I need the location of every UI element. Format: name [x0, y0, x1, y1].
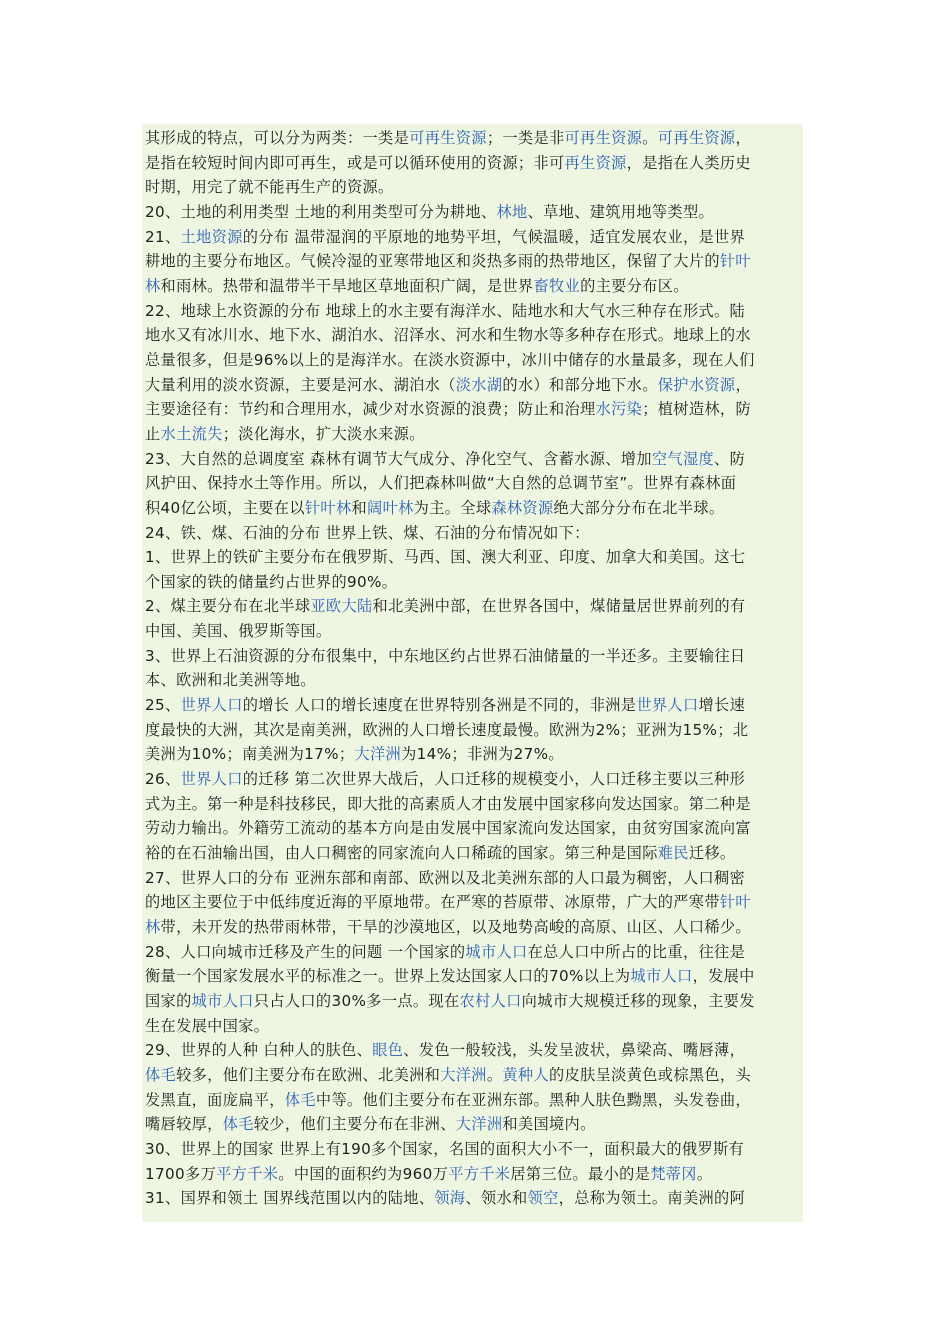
text-segment: 衡量一个国家发展水平的标准之一。世界上发达国家人口的70%以上为 [145, 967, 631, 986]
text-line [145, 545, 805, 570]
keyword-link[interactable]: 畜牧业 [533, 276, 581, 295]
text-segment: 个国家的铁的储量约占世界的90%。 [145, 572, 398, 591]
keyword-link[interactable]: 城市人口 [465, 942, 528, 961]
text-segment: ；一类是非 [486, 129, 565, 147]
text-line [145, 496, 805, 521]
keyword-link[interactable]: 可再生资源 [657, 129, 736, 147]
keyword-link[interactable]: 黄种人 [502, 1065, 550, 1084]
keyword-link[interactable]: 城市人口 [191, 991, 254, 1010]
text-line [145, 668, 805, 693]
text-segment: ， [735, 129, 751, 147]
text-segment: 、发色一般较浅，头发呈波状，鼻梁高、嘴唇薄， [403, 1041, 746, 1060]
text-segment: 其形成的特点，可以分为两类：一类是 [145, 129, 410, 147]
text-segment: 27、世界人口的分布 亚洲东部和南部、欧洲以及北美洲东部的人口最为稠密，人口稠密 [145, 868, 746, 887]
text-segment: 为主。全球 [413, 498, 492, 517]
text-line [145, 225, 805, 250]
text-segment: 大量利用的淡水资源，主要是河水、湖泊水（ [145, 375, 456, 394]
text-segment: 在总人口中所占的比重，往往是 [527, 942, 746, 961]
text-segment: 发黑直，面庞扁平， [145, 1090, 285, 1109]
keyword-link[interactable]: 可再生资源 [564, 129, 643, 147]
keyword-link[interactable]: 世界人口 [180, 770, 243, 789]
text-segment: 耕地的主要分布地区。气候冷湿的亚寒带地区和炎热多雨的热带地区，保留了大片的 [145, 252, 720, 271]
text-segment: 只占人口的30%多一点。现在 [253, 991, 460, 1010]
text-segment: 、防 [714, 449, 746, 468]
keyword-link[interactable]: 空气湿度 [651, 449, 715, 468]
text-line [145, 940, 805, 965]
document-body [145, 126, 805, 1211]
text-segment: 、草地、建筑用地等类型。 [527, 202, 715, 221]
text-line [145, 915, 805, 940]
keyword-link[interactable]: 体毛 [284, 1090, 316, 1109]
text-segment: 和雨林。热带和温带半干旱地区草地面积广阔，是世界 [160, 276, 534, 295]
keyword-link[interactable]: 再生资源 [564, 153, 627, 172]
text-line [145, 890, 805, 915]
text-line [145, 816, 805, 841]
text-line [145, 471, 805, 496]
text-segment: 本、欧洲和北美洲等地。 [145, 671, 316, 690]
text-line [145, 422, 805, 447]
text-line [145, 447, 805, 472]
keyword-link[interactable]: 保护水资源 [657, 375, 736, 394]
text-segment: ；淡化海水，扩大淡水来源。 [222, 424, 425, 443]
text-line [145, 249, 805, 274]
text-segment: 的皮肤呈淡黄色或棕黑色，头 [549, 1065, 752, 1084]
text-line [145, 151, 805, 176]
text-segment: ， [735, 375, 751, 394]
text-segment: ，发展中 [692, 967, 755, 986]
text-segment: 式为主。第一种是科技移民，即大批的高素质人才由发展中国家移向发达国家。第二种是 [145, 794, 751, 813]
keyword-link[interactable]: 体毛 [222, 1115, 254, 1134]
keyword-link[interactable]: 水污染 [595, 400, 643, 419]
keyword-link[interactable]: 林 [145, 918, 161, 936]
text-line [145, 175, 805, 200]
text-segment: 止 [145, 424, 161, 443]
text-segment: 30、世界上的国家 世界上有190多个国家，名国的面积大小不一，面积最大的俄罗斯有 [145, 1139, 745, 1158]
keyword-link[interactable]: 难民 [657, 844, 689, 863]
text-segment: 23、大自然的总调度室 森林有调节大气成分、净化空气、含蓄水源、增加 [145, 449, 652, 468]
text-segment: 居第三位。最小的是 [510, 1164, 651, 1183]
text-line [145, 1162, 805, 1187]
text-line [145, 989, 805, 1014]
text-segment: 26、 [145, 770, 181, 789]
text-segment: 22、地球上水资源的分布 地球上的水主要有海洋水、陆地水和大气水三种存在形式。陆 [145, 301, 746, 320]
text-line [145, 348, 805, 373]
text-line [145, 718, 805, 743]
text-segment: 为14%；非洲为27%。 [401, 745, 564, 764]
text-line [145, 570, 805, 595]
text-segment: 中等。他们主要分布在亚洲东部。黑种人肤色黝黑，头发卷曲， [315, 1090, 751, 1109]
text-line [145, 1063, 805, 1088]
text-segment: 。中国的面积约为960万 [278, 1164, 449, 1183]
text-line [145, 323, 805, 348]
text-segment: 生在发展中国家。 [145, 1016, 270, 1035]
keyword-link[interactable]: 森林资源 [491, 498, 554, 517]
text-segment: 地水又有冰川水、地下水、湖泊水、沼泽水、河水和生物水等多种存在形式。地球上的水 [145, 326, 751, 345]
text-line [145, 792, 805, 817]
text-segment: 迁移。 [688, 844, 736, 863]
text-segment: 31、国界和领土 国界线范围以内的陆地、 [145, 1189, 435, 1208]
text-segment: 和美国境内。 [502, 1115, 596, 1134]
text-segment: 的水）和部分地下水。 [502, 375, 658, 394]
text-line [145, 1088, 805, 1113]
text-line [145, 373, 805, 398]
text-line [145, 693, 805, 718]
text-segment: 增长速 [698, 696, 746, 715]
keyword-link[interactable]: 针叶 [719, 252, 751, 271]
keyword-link[interactable]: 可再生资源 [409, 129, 487, 147]
text-segment: 风护田、保持水土等作用。所以，人们把森林叫做“大自然的总调节室”。世界有森林面 [145, 474, 737, 493]
keyword-link[interactable]: 林地 [496, 202, 528, 221]
text-line [145, 767, 805, 792]
keyword-link[interactable]: 城市人口 [630, 967, 693, 986]
text-line [145, 521, 805, 546]
text-segment: 和北美洲中部，在世界各国中，煤储量居世界前列的有 [372, 597, 746, 616]
text-segment: 28、人口向城市迁移及产生的问题 一个国家的 [145, 942, 466, 961]
text-line [145, 274, 805, 299]
keyword-link[interactable]: 阔叶林 [367, 498, 414, 517]
text-segment: 24、铁、煤、石油的分布 世界上铁、煤、石油的分布情况如下： [145, 523, 590, 542]
text-segment: 3、世界上石油资源的分布很集中，中东地区约占世界石油储量的一半还多。主要输往日 [145, 646, 746, 665]
text-line [145, 126, 805, 151]
text-segment: 、领水和 [465, 1189, 528, 1208]
text-segment: 国家的 [145, 991, 192, 1010]
text-line [145, 619, 805, 644]
text-line [145, 200, 805, 225]
text-segment: 20、土地的利用类型 土地的利用类型可分为耕地、 [145, 202, 497, 221]
text-segment: ，是指在人类历史 [626, 153, 751, 172]
text-segment: 绝大部分分布在北半球。 [553, 498, 725, 517]
text-segment: 主要途径有：节约和合理用水，减少对水资源的浪费；防止和治理 [145, 400, 596, 419]
text-segment: 的主要分布区。 [580, 276, 689, 295]
keyword-link[interactable]: 针叶 [719, 893, 751, 912]
keyword-link[interactable]: 平方千米 [216, 1164, 279, 1183]
text-segment: 总量很多，但是96%以上的是海洋水。在淡水资源中，冰川中储存的水量最多，现在人们 [145, 350, 755, 369]
text-line [145, 644, 805, 669]
text-segment: 美洲为10%；南美洲为17%； [145, 745, 355, 764]
text-segment: 带，未开发的热带雨林带，干旱的沙漠地区，以及地势高峻的高原、山区、人口稀少。 [160, 918, 751, 936]
keyword-link[interactable]: 水土流失 [160, 424, 223, 443]
keyword-link[interactable]: 梵蒂冈 [650, 1164, 697, 1183]
keyword-link[interactable]: 平方千米 [448, 1164, 511, 1183]
text-segment: 裕的在石油输出国，由人口稠密的同家流向人口稀疏的国家。第三种是国际 [145, 844, 658, 863]
keyword-link[interactable]: 大洋洲 [440, 1065, 487, 1084]
text-line [145, 397, 805, 422]
text-segment: 1、世界上的铁矿主要分布在俄罗斯、马西、国、澳大利亚、印度、加拿大和美国。这七 [145, 548, 746, 567]
keyword-link[interactable]: 大洋洲 [455, 1115, 503, 1134]
text-segment: 25、 [145, 696, 181, 715]
text-segment: 1700多万 [145, 1164, 217, 1183]
text-segment: 积40亿公顷，主要在以 [145, 498, 305, 517]
text-segment: 。 [642, 129, 658, 147]
text-line [145, 594, 805, 619]
text-segment: 中国、美国、俄罗斯等国。 [145, 622, 332, 641]
text-line [145, 742, 805, 767]
text-segment: 的迁移 第二次世界大战后，人口迁移的规模变小，人口迁移主要以三种形 [242, 770, 746, 789]
text-line [145, 299, 805, 324]
text-segment: ，总称为领土。南美洲的阿 [558, 1189, 746, 1208]
text-line [145, 1038, 805, 1063]
text-segment: 的增长 人口的增长速度在世界特别各洲是不同的，非洲是 [242, 696, 637, 715]
keyword-link[interactable]: 亚欧大陆 [310, 597, 373, 616]
text-segment: 29、世界的人种 白种人的肤色、 [145, 1041, 373, 1060]
text-segment: 21、 [145, 227, 181, 246]
keyword-link[interactable]: 大洋洲 [354, 745, 402, 764]
text-segment: ；植树造林，防 [642, 400, 751, 419]
keyword-link[interactable]: 农村人口 [459, 991, 522, 1010]
text-segment: 的分布 温带湿润的平原地的地势平坦，气候温暖，适宜发展农业，是世界 [242, 227, 746, 246]
text-line [145, 1137, 805, 1162]
text-segment: 度最快的大洲，其次是南美洲，欧洲的人口增长速度最慢。欧洲为2%；亚洲为15%；北 [145, 720, 749, 739]
keyword-link[interactable]: 眼色 [372, 1041, 404, 1060]
text-line [145, 1014, 805, 1039]
text-line [145, 1112, 805, 1137]
text-line [145, 866, 805, 891]
text-segment: 2、煤主要分布在北半球 [145, 597, 311, 616]
text-segment: 向城市大规模迁移的现象，主要发 [521, 991, 755, 1010]
text-segment: 劳动力输出。外籍劳工流动的基本方向是由发展中国家流向发达国家，由贫穷国家流向富 [145, 819, 751, 838]
text-segment: 。 [486, 1065, 503, 1084]
text-segment: 较多，他们主要分布在欧洲、北美洲和 [176, 1065, 441, 1084]
keyword-link[interactable]: 林 [145, 276, 161, 295]
text-segment: 嘴唇较厚， [145, 1115, 223, 1134]
text-segment: 和 [351, 498, 368, 517]
keyword-link[interactable]: 世界人口 [180, 696, 243, 715]
keyword-link[interactable]: 针叶林 [304, 498, 352, 517]
keyword-link[interactable]: 世界人口 [636, 696, 699, 715]
keyword-link[interactable]: 领空 [527, 1189, 559, 1208]
text-segment: 较少，他们主要分布在非洲、 [253, 1115, 456, 1134]
text-line [145, 1186, 805, 1211]
text-line [145, 964, 805, 989]
keyword-link[interactable]: 土地资源 [180, 227, 243, 246]
keyword-link[interactable]: 淡水湖 [455, 375, 503, 394]
text-segment: 的地区主要位于中低纬度近海的平原地带。在严寒的苔原带、冰原带，广大的严寒带 [145, 893, 720, 912]
text-segment: 是指在较短时间内即可再生，或是可以循环使用的资源；非可 [145, 153, 565, 172]
text-line [145, 841, 805, 866]
keyword-link[interactable]: 体毛 [145, 1065, 177, 1084]
text-segment: 。 [696, 1164, 713, 1183]
keyword-link[interactable]: 领海 [434, 1189, 466, 1208]
text-segment: 时期，用完了就不能再生产的资源。 [145, 178, 394, 197]
